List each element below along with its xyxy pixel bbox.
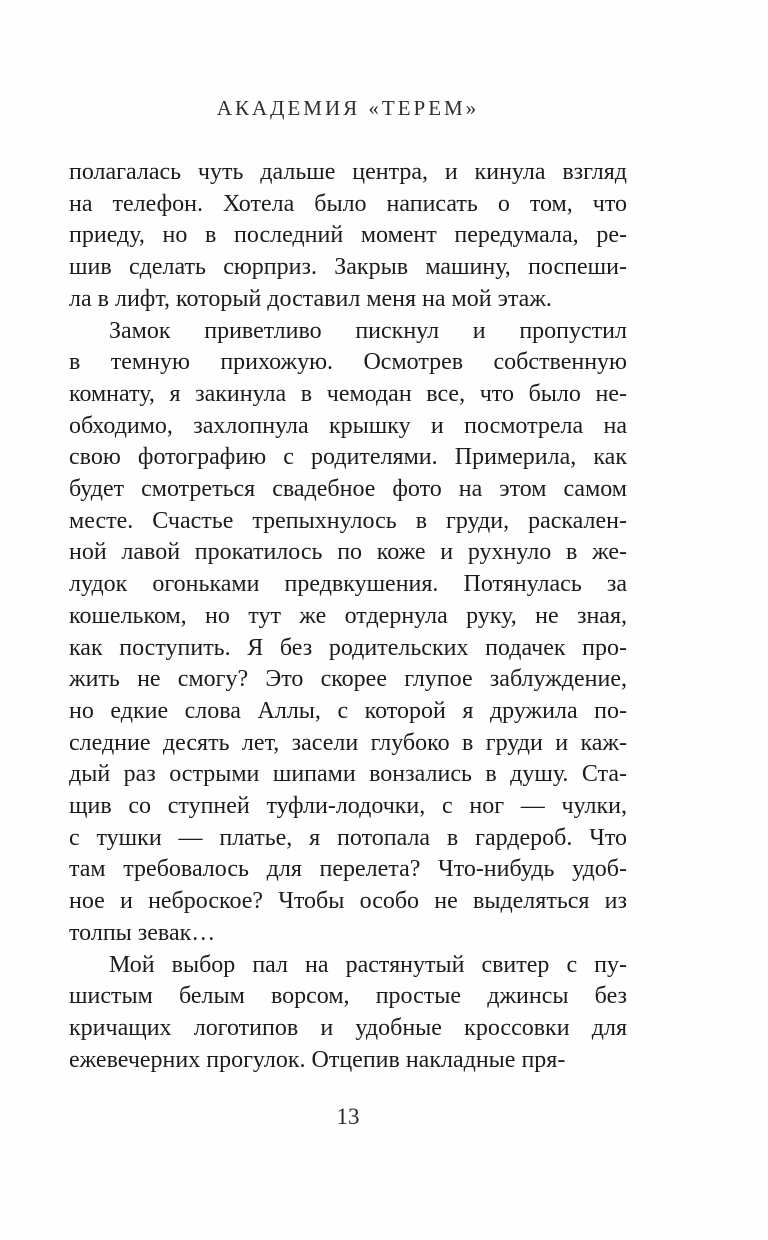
text-line: Замок приветливо пискнул и пропустил: [109, 317, 627, 344]
paragraph: [69, 157, 627, 316]
text-line: свою фотографию с родителями. Примерила, как: [69, 444, 627, 471]
text-line: будет смотреться свадебное фото на этом самом: [69, 476, 627, 503]
text-line: там требовалось для перелета? Что-нибудь удоб-: [69, 856, 627, 883]
text-line: ной лавой прокатилось по коже и рухнуло в же-: [69, 539, 627, 566]
text-line: дый раз острыми шипами вонзались в душу. Ста-: [69, 761, 627, 788]
text-line: приеду, но в последний момент передумала, ре-: [69, 222, 627, 249]
text-block: [69, 157, 627, 1076]
paragraph: [69, 316, 627, 950]
running-header: АКАДЕМИЯ «ТЕРЕМ»: [216, 96, 480, 120]
text-line: в темную прихожую. Осмотрев собственную: [69, 349, 627, 376]
text-line: кричащих логотипов и удобные кроссовки для: [69, 1014, 627, 1041]
text-line: как поступить. Я без родительских подачек про-: [69, 634, 627, 661]
text-line: шистым белым ворсом, простые джинсы без: [69, 983, 627, 1010]
text-line: кошельком, но тут же отдернула руку, не зная,: [69, 602, 627, 629]
text-line: комнату, я закинула в чемодан все, что было не-: [69, 380, 627, 407]
text-line: следние десять лет, засели глубоко в груди и каж-: [69, 729, 627, 756]
text-line: месте. Счастье трепыхнулось в груди, раскален-: [69, 507, 627, 534]
text-line: обходимо, захлопнула крышку и посмотрела на: [69, 412, 627, 439]
text-line: ла в лифт, который доставил меня на мой этаж.: [69, 285, 552, 312]
page-number: 13: [336, 1104, 360, 1129]
text-line: с тушки — платье, я потопала в гардероб. Что: [69, 824, 627, 851]
text-line: на телефон. Хотела было написать о том, что: [69, 190, 627, 217]
text-line: шив сделать сюрприз. Закрыв машину, поспеши-: [69, 254, 627, 281]
text-line: лудок огоньками предвкушения. Потянулась за: [69, 571, 627, 598]
text-line: ежевечерних прогулок. Отцепив накладные пря-: [69, 1046, 566, 1073]
text-line: щив со ступней туфли-лодочки, с ног — чулки,: [69, 793, 627, 820]
paragraph: [69, 950, 627, 1077]
text-line: но едкие слова Аллы, с которой я дружила по-: [69, 697, 627, 724]
text-line: ное и неброское? Чтобы особо не выделяться из: [69, 888, 627, 915]
text-line: полагалась чуть дальше центра, и кинула взгляд: [69, 159, 627, 185]
text-line: жить не смогу? Это скорее глупое заблуждение,: [69, 666, 627, 693]
text-line: Мой выбор пал на растянутый свитер с пу-: [109, 951, 627, 978]
text-line: толпы зевак…: [69, 919, 216, 946]
